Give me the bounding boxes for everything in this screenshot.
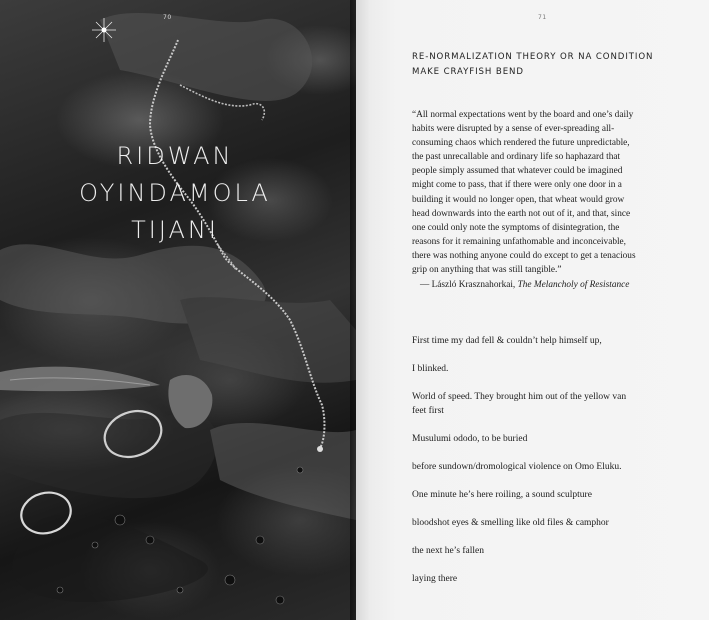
author-name-line-1: RIDWAN <box>116 142 234 170</box>
poem-line: before sundown/dromological violence on Omo Eluku. <box>412 462 622 472</box>
epigraph-line: there was nothing anyone could do except to get a tenacious <box>412 250 636 261</box>
poem-line: the next he’s fallen <box>412 546 485 556</box>
page-number-left: 70 <box>163 14 172 21</box>
author-name-line-3: TIJANI <box>131 216 219 244</box>
epigraph-line: one could only note the symptoms of disintegration, the <box>412 222 620 233</box>
epigraph-line: people simply assumed that whatever could be imagined <box>412 166 623 177</box>
epigraph-line: might come to pass, that if there were only one door in a <box>412 180 622 191</box>
poem-line: First time my dad fell & couldn’t help himself up, <box>412 336 602 346</box>
right-page-text <box>356 0 709 620</box>
poem-line: Musulumi ododo, to be buried <box>412 434 528 444</box>
epigraph-attribution <box>420 280 629 290</box>
poem-title-line-1: RE-NORMALIZATION THEORY OR NA CONDITION <box>412 52 654 62</box>
poem-line: I blinked. <box>412 364 449 374</box>
epigraph-line: reasons for it remaining unfathomable and inconceivable, <box>412 236 627 247</box>
author-name <box>40 138 310 249</box>
poem-line: laying there <box>412 574 458 584</box>
attribution-book-title: The Melancholy of Resistance <box>517 280 630 290</box>
poem-line: One minute he’s here roiling, a sound sculpture <box>412 490 592 500</box>
poem-title-line-2: MAKE CRAYFISH BEND <box>412 67 524 77</box>
epigraph-line: habits were disrupted by a sense of ever-spreading all- <box>412 124 615 135</box>
poem-title <box>412 50 653 80</box>
attribution-author: — László Krasznahorkai, <box>420 280 518 290</box>
epigraph <box>412 108 674 277</box>
epigraph-line: consuming chaos which rendered the future unpredictable, <box>412 138 630 149</box>
epigraph-line: grip on anything that was still tangible.” <box>412 265 562 276</box>
author-name-line-2: OYINDAMOLA <box>79 179 271 207</box>
poem-line: bloodshot eyes & smelling like old files & camphor <box>412 518 609 528</box>
epigraph-line: head downwards into the earth not out of it, and that, since <box>412 208 631 219</box>
epigraph-line: “All normal expectations went by the board and one’s daily <box>412 110 634 120</box>
epigraph-line: building it would no longer open, that wheat would grow <box>412 194 625 205</box>
epigraph-line: the past unrecallable and ordinary life so haphazard that <box>412 152 621 163</box>
poem-line: World of speed. They brought him out of the yellow van <box>412 392 627 402</box>
page-number-right: 71 <box>538 14 547 21</box>
poem-line: feet first <box>412 406 444 416</box>
